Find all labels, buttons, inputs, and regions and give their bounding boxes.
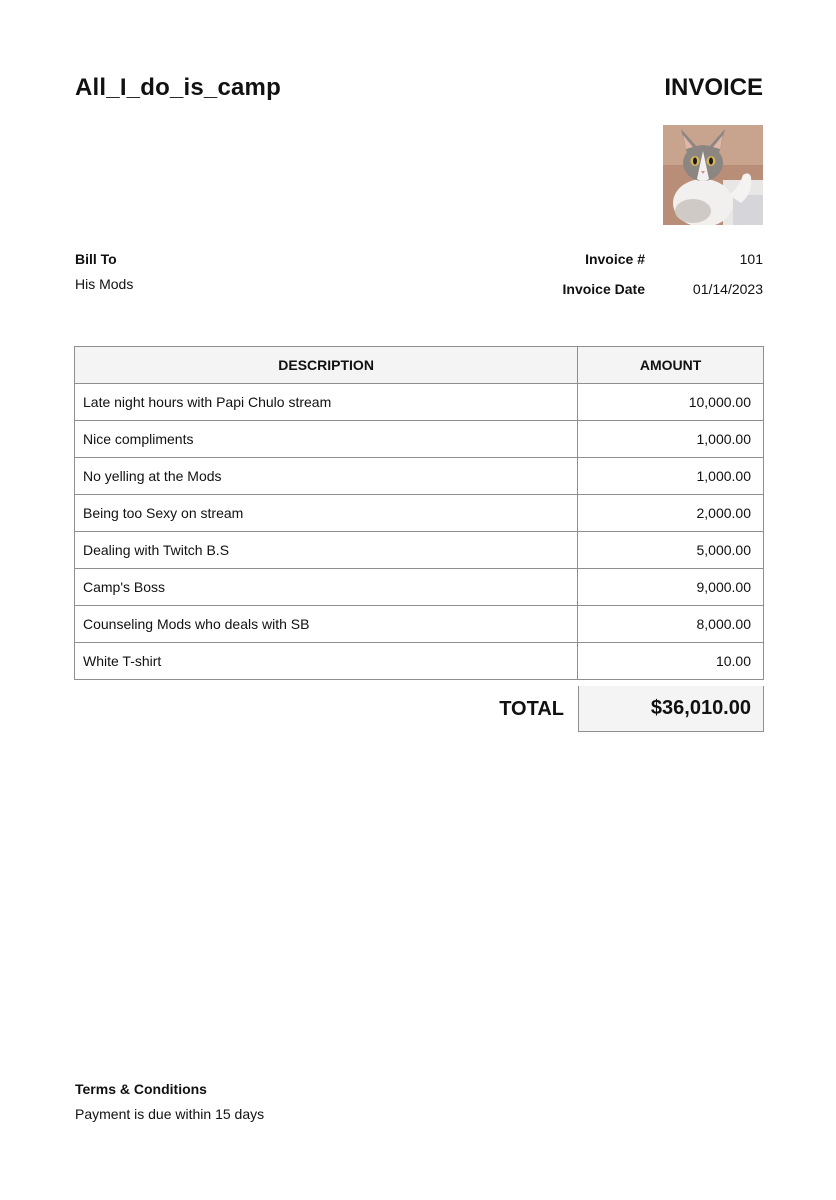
table-row [75,569,764,606]
item-description: Camp's Boss [75,569,578,606]
item-amount: 10.00 [578,643,764,680]
amount-column-header: AMOUNT [578,347,764,384]
invoice-number-label: Invoice # [585,251,645,267]
table-row [75,606,764,643]
total-box [578,686,764,732]
table-row [75,495,764,532]
table-row [75,458,764,495]
table-row [75,384,764,421]
item-description: Being too Sexy on stream [75,495,578,532]
invoice-date-value: 01/14/2023 [692,281,763,297]
invoice-date-label: Invoice Date [562,281,645,297]
terms-text: Payment is due within 15 days [75,1106,265,1122]
table-row [75,643,764,680]
company-name: All_I_do_is_camp [75,74,281,101]
terms-title: Terms & Conditions [75,1081,207,1097]
item-amount: 9,000.00 [578,569,764,606]
item-amount: 10,000.00 [578,384,764,421]
item-description: Late night hours with Papi Chulo stream [75,384,578,421]
item-amount: 5,000.00 [578,532,764,569]
item-description: Dealing with Twitch B.S [75,532,578,569]
cat-photo-icon [663,125,763,225]
total-value: $36,010.00 [650,697,751,719]
item-description: White T-shirt [75,643,578,680]
description-column-header: DESCRIPTION [75,347,578,384]
line-items-table [74,346,764,680]
item-description: Nice compliments [75,421,578,458]
item-description: Counseling Mods who deals with SB [75,606,578,643]
table-row [75,421,764,458]
invoice-title: INVOICE [664,74,763,101]
table-row [75,532,764,569]
bill-to-name: His Mods [75,276,134,292]
table-header-row [75,347,764,384]
item-amount: 1,000.00 [578,421,764,458]
item-amount: 1,000.00 [578,458,764,495]
item-amount: 8,000.00 [578,606,764,643]
item-description: No yelling at the Mods [75,458,578,495]
invoice-number-value: 101 [739,251,763,267]
total-label: TOTAL [499,698,564,720]
item-amount: 2,000.00 [578,495,764,532]
bill-to-label: Bill To [75,251,117,267]
cat-photo-graphic [663,125,763,225]
